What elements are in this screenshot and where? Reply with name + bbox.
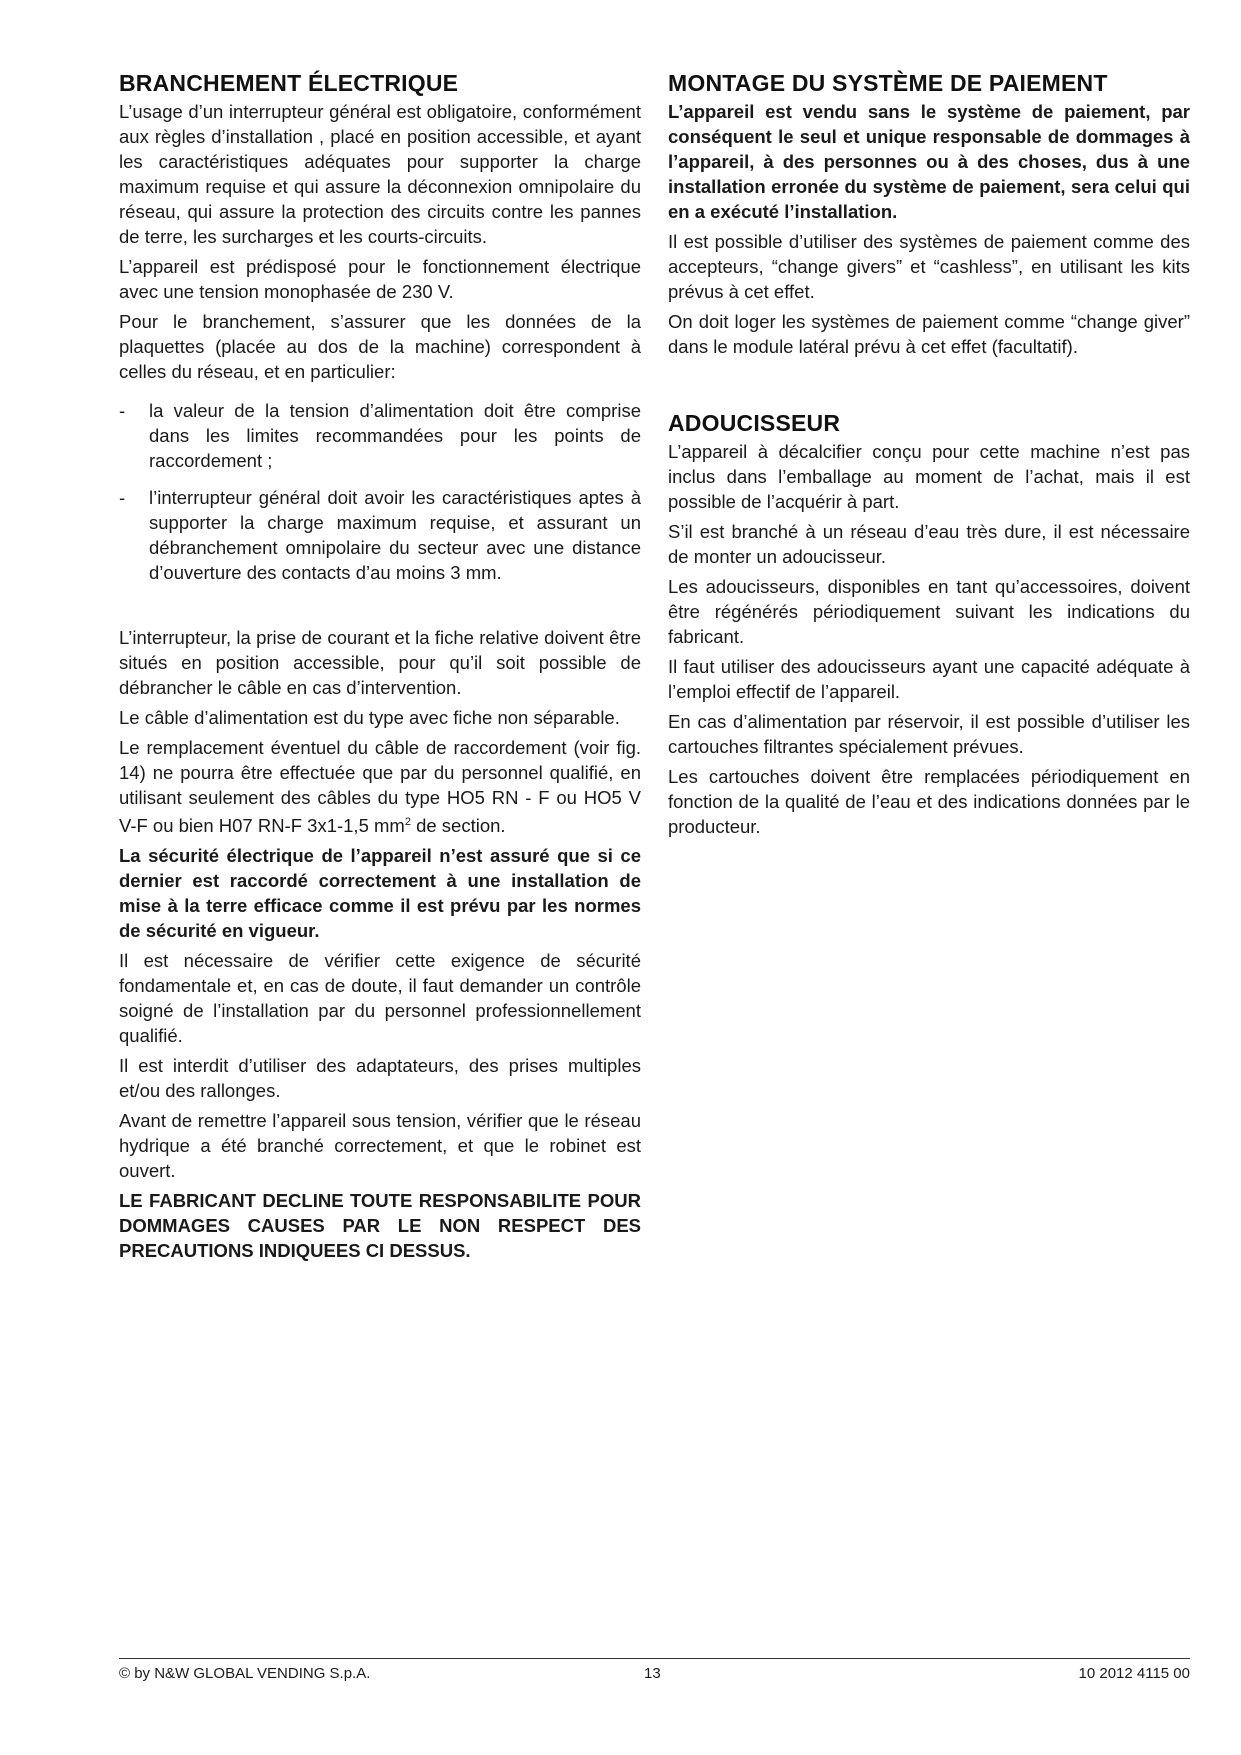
section-heading-payment: MONTAGE DU SYSTÈME DE PAIEMENT [668,70,1108,96]
paragraph: S’il est branché à un réseau d’eau très dure, il est nécessaire de monter un adoucisseur. [668,521,1190,567]
cable-text: Le remplacement éventuel du câble de raccordement (voir fig. 14) ne pourra être effectuée que par du personnel qualifié, en utilisant seulement des câbles du type HO5 RN - F ou HO5 V V-F ou bien H07 RN-F 3x1-1,5 mm [119,737,641,837]
left-column [119,70,641,1268]
right-column [668,70,1190,844]
paragraph: L’appareil est prédisposé pour le fonctionnement électrique avec une tension monophasée de 230 V. [119,256,641,302]
paragraph: Il est interdit d’utiliser des adaptateurs, des prises multiples et/ou des rallonges. [119,1055,641,1102]
page-number: 13 [644,1665,661,1682]
section-heading-softener: ADOUCISSEUR [668,410,841,436]
paragraph: Il est nécessaire de vérifier cette exigence de sécurité fondamentale et, en cas de doute, il faut demander un contrôle soigné de l’installation par du personnel professionnellement qualifié. [119,950,641,1047]
page-footer [119,1658,1190,1682]
paragraph-cable-replacement [119,735,641,838]
dash-bullet: - [119,487,126,508]
requirements-list [119,398,641,585]
safety-warning: La sécurité électrique de l’appareil n’est assuré que si ce dernier est raccordé correctement à une installation de mise à la terre efficace comme il est prévu par les normes de sécurité en vigueur. [119,845,641,942]
paragraph: L’interrupteur, la prise de courant et la fiche relative doivent être situés en position accessible, pour qu’il soit possible de débrancher le câble en cas d’intervention. [119,627,641,698]
paragraph: Les adoucisseurs, disponibles en tant qu’accessoires, doivent être régénérés périodiquement suivant les indications du fabricant. [668,576,1190,647]
list-item-text: la valeur de la tension d’alimentation doit être comprise dans les limites recommandées pour les points de raccordement ; [149,400,641,471]
paragraph: En cas d’alimentation par réservoir, il est possible d’utiliser les cartouches filtrantes spécialement prévues. [668,711,1190,757]
paragraph: Les cartouches doivent être remplacées périodiquement en fonction de la qualité de l’eau et des indications données par le producteur. [668,766,1190,837]
footer-copyright: © by N&W GLOBAL VENDING S.p.A. [119,1665,371,1682]
list-item [119,485,641,585]
paragraph: Avant de remettre l’appareil sous tension, vérifier que le réseau hydrique a été branché correctement, et que le robinet est ouvert. [119,1110,641,1182]
section-heading-electrical: BRANCHEMENT ÉLECTRIQUE [119,70,459,96]
cable-text-end: de section. [410,815,506,837]
list-item [119,398,641,473]
dash-bullet: - [119,400,126,421]
paragraph: L’usage d’un interrupteur général est obligatoire, conformément aux règles d’installation , placé en position accessible, et ayant les caractéristiques adéquates pour supporter la charge maximum requise et qui assure la déconnexion omnipolaire du réseau, qui assure la protection des circuits contre les pannes de terre, les surcharges et les courts-circuits. [119,101,641,247]
paragraph: Le câble d’alimentation est du type avec fiche non séparable. [119,707,620,728]
list-item-text: l’interrupteur général doit avoir les caractéristiques aptes à supporter la charge maximum requise, et assurant un débranchement omnipolaire du secteur avec une distance d’ouverture des contacts d’au moins 3 mm. [149,487,641,583]
paragraph: Pour le branchement, s’assurer que les données de la plaquettes (placée au dos de la machine) correspondent à celles du réseau, et en particulier: [119,311,641,382]
payment-warning: L’appareil est vendu sans le système de paiement, par conséquent le seul et unique responsable de dommages à l’appareil, à des personnes ou à des choses, dus à une installation erronée du système de paiement, sera celui qui en a exécuté l’installation. [668,101,1190,222]
liability-disclaimer: LE FABRICANT DECLINE TOUTE RESPONSABILITE POUR DOMMAGES CAUSES PAR LE NON RESPECT DES PRECAUTIONS INDIQUEES CI DESSUS. [119,1190,641,1262]
document-code: 10 2012 4115 00 [1078,1665,1190,1682]
superscript: 2 [404,816,411,828]
paragraph: L’appareil à décalcifier conçu pour cette machine n’est pas inclus dans l’emballage au moment de l’achat, mais il est possible de l’acquérir à part. [668,441,1190,512]
paragraph: Il faut utiliser des adoucisseurs ayant une capacité adéquate à l’emploi effectif de l’appareil. [668,656,1190,702]
paragraph: Il est possible d’utiliser des systèmes de paiement comme des accepteurs, “change givers” et “cashless”, en utilisant les kits prévus à cet effet. [668,231,1190,302]
paragraph: On doit loger les systèmes de paiement comme “change giver” dans le module latéral prévu à cet effet (facultatif). [668,311,1190,357]
